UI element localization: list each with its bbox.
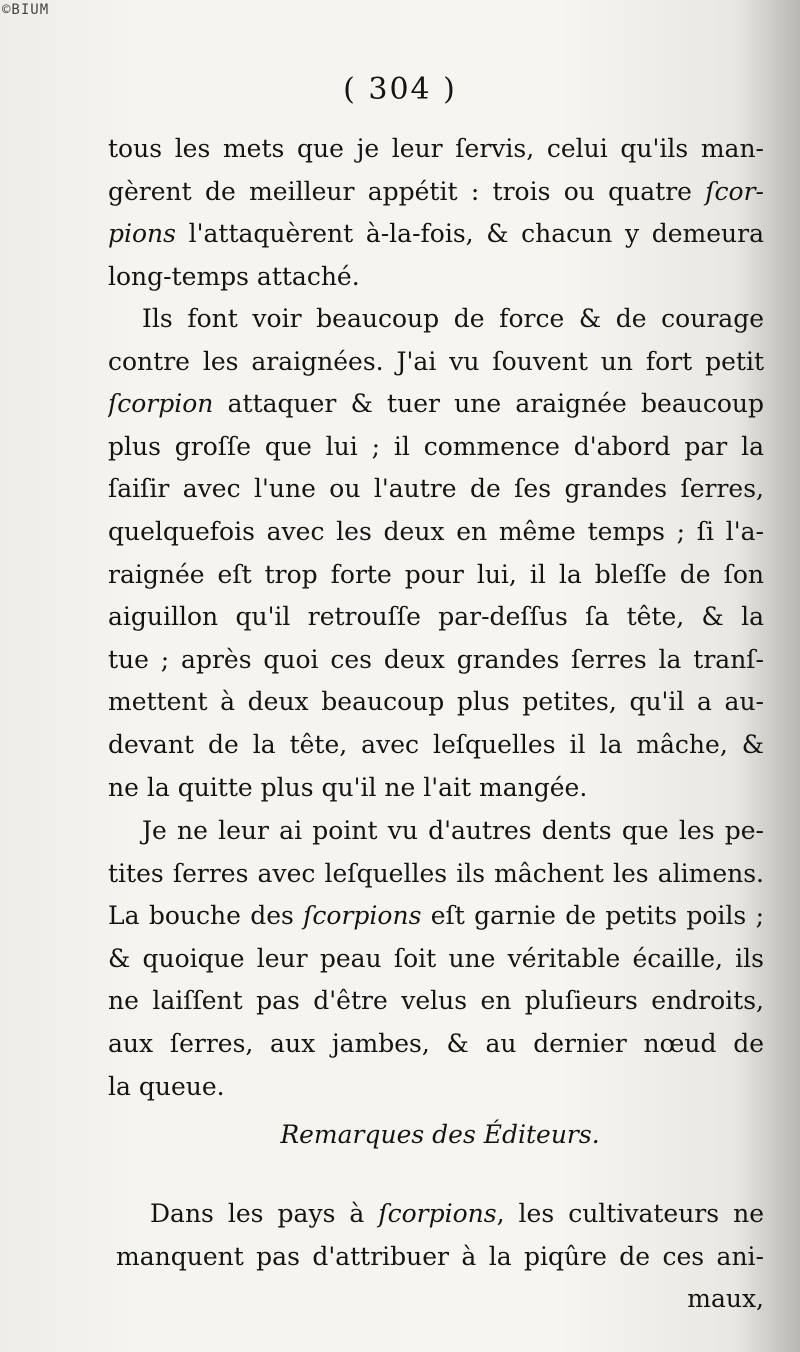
text-line: Je ne leur ai point vu d'autres dents que les pe- [142,816,764,845]
paragraph-1 [108,128,764,298]
italic-word: ſcor- [705,176,764,206]
text-line: raignée eſt trop forte pour lui, il la bleſſe de ſon [108,559,764,589]
text-line: La bouche des ſcorpions eſt garnie de petits poils ; [108,901,764,931]
text-line: Ils font voir beaucoup de force & de courage [142,304,764,333]
italic-word: ſcorpions [378,1199,497,1228]
section-heading: Remarques des Éditeurs. [280,1120,600,1149]
text-line: tue ; après quoi ces deux grandes ſerres la tranſ- [108,644,764,674]
text-line: quelquefois avec les deux en même temps ; ſi l'a- [108,516,764,546]
text-line: manquent pas d'attribuer à la piqûre de ces ani- [116,1241,764,1271]
text-line: & quoique leur peau ſoit une véritable écaille, ils [108,943,764,973]
text-line: tous les mets que je leur ſervis, celui qu'ils man- [108,134,764,163]
paragraph-2 [108,298,764,809]
italic-word: pions [108,219,176,249]
paragraph-3 [108,810,764,1108]
text-line: Dans les pays à ſcorpions, les cultivateurs ne [150,1199,764,1228]
text-line: ſaiſir avec l'une ou l'autre de ſes grandes ſerres, [108,474,764,504]
text-line: ne la quitte plus qu'il ne l'ait mangée. [108,772,588,802]
editor-note [116,1192,764,1320]
page-number: ( 304 ) [343,72,457,107]
text-line: gèrent de meilleur appétit : trois ou quatre ſcor- [108,176,764,206]
italic-word: ſcorpions [303,901,422,931]
text-line: pions l'attaquèrent à-la-fois, & chacun y demeura [108,219,764,249]
text-line: aiguillon qu'il retrouſſe par-deſſus ſa tête, & la [108,602,764,632]
text-line: maux, [687,1284,764,1314]
text-line: ſcorpion attaquer & tuer une araignée beaucoup [108,389,764,419]
text-line: long-temps attaché. [108,261,360,291]
text-line: devant de la tête, avec leſquelles il la mâche, & [108,729,764,759]
text-line: la queue. [108,1071,225,1101]
watermark: ©BIUM [2,2,50,18]
text-line: tites ſerres avec leſquelles ils mâchent les alimens. [108,858,764,888]
text-line: aux ſerres, aux jambes, & au dernier nœud de [108,1028,764,1058]
text-line: mettent à deux beaucoup plus petites, qu'il a au- [108,687,764,717]
italic-word: ſcorpion [108,389,214,419]
text-line: contre les araignées. J'ai vu ſouvent un fort petit [108,346,764,376]
text-line: plus groſſe que lui ; il commence d'abord par la [108,431,764,461]
text-line: ne laiſſent pas d'être velus en pluſieurs endroits, [108,986,764,1016]
